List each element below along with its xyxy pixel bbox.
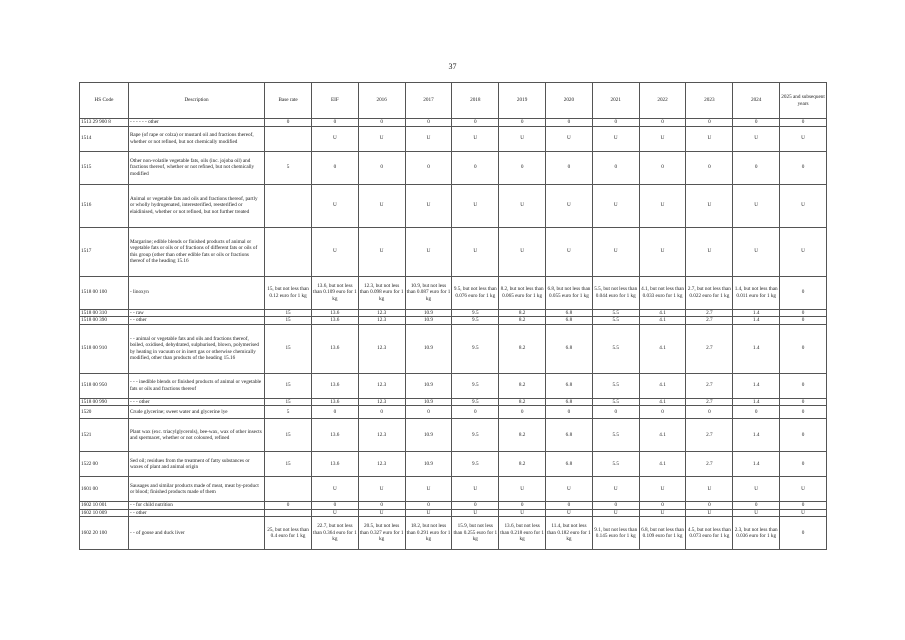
rate-cell: U	[405, 477, 452, 502]
description-cell: - - - other	[128, 398, 264, 406]
rate-cell: 9.5	[452, 452, 499, 477]
rate-cell: 2.7	[686, 324, 733, 373]
table-row	[80, 502, 827, 510]
hs-code-cell: 1601 00	[80, 477, 129, 502]
rate-cell: 0	[686, 151, 733, 184]
rate-cell: U	[686, 227, 733, 276]
rate-cell: 4.5, but not less than 0.073 euro for 1 kg	[686, 517, 733, 550]
rate-cell: U	[452, 184, 499, 227]
rate-cell: U	[733, 184, 780, 227]
rate-cell: 0	[780, 373, 827, 398]
rate-cell: 15.9, but not less than 0.255 euro for 1 kg	[452, 517, 499, 550]
rate-cell: 8.2	[499, 324, 546, 373]
hs-code-cell: 1602 20 100	[80, 517, 129, 550]
hs-code-cell: 1517	[80, 227, 129, 276]
table-row	[80, 309, 827, 317]
rate-cell: U	[311, 126, 358, 151]
hs-code-cell: 1513 29 900 8	[80, 119, 129, 127]
rate-cell: U	[686, 477, 733, 502]
rate-cell: U	[686, 126, 733, 151]
rate-cell: 6.8	[546, 452, 593, 477]
rate-cell: 10.9	[405, 317, 452, 325]
rate-cell: 0	[405, 502, 452, 510]
rate-cell: U	[358, 477, 405, 502]
rate-cell: 12.3, but not less than 0.098 euro for 1 kg	[358, 276, 405, 309]
rate-cell: 9.5	[452, 373, 499, 398]
rate-cell: 4.1	[639, 317, 686, 325]
rate-cell: 9.5, but not less than 0.076 euro for 1 kg	[452, 276, 499, 309]
table-row	[80, 324, 827, 373]
rate-cell: 2.3, but not less than 0.036 euro for 1 kg	[733, 517, 780, 550]
rate-cell: 0	[780, 517, 827, 550]
rate-cell: U	[499, 126, 546, 151]
rate-cell: 0	[452, 406, 499, 419]
rate-cell: 1.4	[733, 452, 780, 477]
rate-cell: 5.5	[592, 309, 639, 317]
rate-cell: U	[592, 126, 639, 151]
rate-cell: 0	[780, 119, 827, 127]
rate-cell: 2.7	[686, 309, 733, 317]
rate-cell: U	[358, 227, 405, 276]
rate-cell: 9.1, but not less than 0.145 euro for 1 kg	[592, 517, 639, 550]
rate-cell	[265, 227, 312, 276]
rate-cell: 1.4	[733, 317, 780, 325]
table-header-row	[80, 83, 827, 119]
rate-cell: 9.5	[452, 317, 499, 325]
rate-cell: 5.5	[592, 373, 639, 398]
table-row	[80, 406, 827, 419]
rate-cell: U	[592, 509, 639, 517]
description-cell: - - for child nutrition	[128, 502, 264, 510]
rate-cell: 9.5	[452, 419, 499, 452]
description-cell: Other non-volatile vegetable fats, oils (inc. jojoba oil) and fractions thereof, whether or not refined, but not chemically modified	[128, 151, 264, 184]
hs-code-cell: 1518 00 310	[80, 309, 129, 317]
rate-cell: 9.5	[452, 309, 499, 317]
rate-cell: U	[546, 477, 593, 502]
rate-cell: 5.5, but not less than 0.044 euro for 1 kg	[592, 276, 639, 309]
description-cell: Sausages and similar products made of meat, meat by-product or blood; finished products made of them	[128, 477, 264, 502]
hs-code-cell: 1518 00 390	[80, 317, 129, 325]
header-2017: 2017	[405, 83, 452, 119]
rate-cell: 6.8	[546, 324, 593, 373]
rate-cell	[265, 184, 312, 227]
rate-cell: 8.2, but not less than 0.065 euro for 1 kg	[499, 276, 546, 309]
rate-cell: 0	[780, 502, 827, 510]
rate-cell: 0	[733, 406, 780, 419]
rate-cell: 12.3	[358, 309, 405, 317]
rate-cell: 0	[499, 502, 546, 510]
rate-cell: U	[452, 477, 499, 502]
rate-cell: 10.9, but not less than 0.087 euro for 1 kg	[405, 276, 452, 309]
rate-cell: 5.5	[592, 317, 639, 325]
table-body	[80, 119, 827, 550]
rate-cell: 20.5, but not less than 0.327 euro for 1 kg	[358, 517, 405, 550]
rate-cell: 0	[405, 406, 452, 419]
rate-cell: 12.3	[358, 373, 405, 398]
rate-cell: 5	[265, 406, 312, 419]
table-row	[80, 151, 827, 184]
rate-cell: 13.6	[311, 317, 358, 325]
rate-cell: 0	[311, 406, 358, 419]
rate-cell: 15, but not less than 0.12 euro for 1 kg	[265, 276, 312, 309]
description-cell: - - - - - - other	[128, 119, 264, 127]
description-cell: Animal or vegetable fats and oils and fractions thereof, partly or wholly hydrogenated, interesterified, reesterified or elaidinised, whether or not refined, but not further treated	[128, 184, 264, 227]
rate-cell: 0	[639, 406, 686, 419]
rate-cell: U	[546, 227, 593, 276]
rate-cell: U	[546, 126, 593, 151]
rate-cell	[265, 126, 312, 151]
rate-cell: 0	[780, 317, 827, 325]
rate-cell: 13.6	[311, 373, 358, 398]
rate-cell: 0	[452, 151, 499, 184]
hs-code-cell: 1516	[80, 184, 129, 227]
rate-cell: U	[405, 184, 452, 227]
rate-cell: U	[452, 509, 499, 517]
rate-cell: 0	[592, 502, 639, 510]
rate-cell: 13.6	[311, 398, 358, 406]
rate-cell: 4.1	[639, 324, 686, 373]
rate-cell: U	[499, 477, 546, 502]
rate-cell: 0	[311, 502, 358, 510]
rate-cell: 15	[265, 452, 312, 477]
rate-cell: U	[733, 126, 780, 151]
rate-cell: 0	[780, 151, 827, 184]
rate-cell: U	[592, 227, 639, 276]
rate-cell: 15	[265, 398, 312, 406]
table-row	[80, 276, 827, 309]
hs-code-cell: 1522 00	[80, 452, 129, 477]
rate-cell: 0	[499, 119, 546, 127]
rate-cell: U	[686, 184, 733, 227]
rate-cell: 0	[499, 406, 546, 419]
rate-cell: 8.2	[499, 373, 546, 398]
rate-cell: 9.5	[452, 398, 499, 406]
rate-cell: 13.6	[311, 419, 358, 452]
rate-cell: 0	[405, 119, 452, 127]
rate-cell: 0	[452, 119, 499, 127]
rate-cell: 10.9	[405, 398, 452, 406]
rate-cell: U	[405, 227, 452, 276]
table-row	[80, 509, 827, 517]
rate-cell: 0	[592, 151, 639, 184]
rate-cell: 12.3	[358, 317, 405, 325]
hs-code-cell: 1521	[80, 419, 129, 452]
rate-cell: 4.1	[639, 452, 686, 477]
rate-cell: 1.4	[733, 309, 780, 317]
header-description: Description	[128, 83, 264, 119]
rate-cell: U	[592, 184, 639, 227]
rate-cell: 10.9	[405, 419, 452, 452]
rate-cell: U	[311, 227, 358, 276]
rate-cell: 0	[358, 119, 405, 127]
rate-cell: 1.4, but not less than 0.011 euro for 1 kg	[733, 276, 780, 309]
table-row	[80, 419, 827, 452]
description-cell: Margarine; edible blends or finished products of animal or vegetable fats or oils or of fractions of different fats or oils of this group (other than other edible fats or oils or fractions thereof of the heading 15.16	[128, 227, 264, 276]
rate-cell: 2.7	[686, 419, 733, 452]
table-row	[80, 126, 827, 151]
rate-cell: U	[405, 509, 452, 517]
rate-cell: 4.1	[639, 309, 686, 317]
description-cell: - - of goose and duck liver	[128, 517, 264, 550]
rate-cell: 0	[358, 151, 405, 184]
header-2021: 2021	[592, 83, 639, 119]
rate-cell: 12.3	[358, 324, 405, 373]
rate-cell: U	[452, 126, 499, 151]
rate-cell: 0	[733, 119, 780, 127]
rate-cell: U	[733, 477, 780, 502]
rate-cell: 10.9	[405, 452, 452, 477]
rate-cell: 11.4, but not less than 0.182 euro for 1 kg	[546, 517, 593, 550]
rate-cell: U	[780, 509, 827, 517]
rate-cell: 13.6	[311, 324, 358, 373]
rate-cell	[265, 509, 312, 517]
rate-cell	[265, 477, 312, 502]
rate-cell: 0	[592, 406, 639, 419]
header-2024: 2024	[733, 83, 780, 119]
hs-code-cell: 1514	[80, 126, 129, 151]
rate-cell: 0	[358, 502, 405, 510]
hs-code-cell: 1602 10 009	[80, 509, 129, 517]
rate-cell: U	[405, 126, 452, 151]
rate-cell: 6.8	[546, 398, 593, 406]
header-hs-code: HS Code	[80, 83, 129, 119]
rate-cell: U	[639, 126, 686, 151]
description-cell: - - - inedible blends or finished products of animal or vegetable fats or oils and fractions thereof	[128, 373, 264, 398]
rate-cell: U	[311, 184, 358, 227]
rate-cell: U	[499, 184, 546, 227]
hs-code-cell: 1602 10 001	[80, 502, 129, 510]
rate-cell: 0	[780, 309, 827, 317]
rate-cell: 2.7	[686, 398, 733, 406]
table-row	[80, 373, 827, 398]
rate-cell: 13.6	[311, 309, 358, 317]
rate-cell: 15	[265, 309, 312, 317]
rate-cell: 10.9	[405, 309, 452, 317]
rate-cell: U	[452, 227, 499, 276]
rate-cell: U	[639, 509, 686, 517]
rate-cell: 2.7	[686, 373, 733, 398]
rate-cell: 6.8, but not less than 0.109 euro for 1 kg	[639, 517, 686, 550]
table-row	[80, 477, 827, 502]
rate-cell: 6.8	[546, 309, 593, 317]
table-row	[80, 184, 827, 227]
header-eif: EIF	[311, 83, 358, 119]
rate-cell: 1.4	[733, 324, 780, 373]
rate-cell: 0	[546, 502, 593, 510]
description-cell: Rape (of rape or colza) or mustard oil and fractions thereof, whether or not refined, but not chemically modified	[128, 126, 264, 151]
rate-cell: 13.6, but not less than 0.109 euro for 1 kg	[311, 276, 358, 309]
rate-cell: 0	[452, 502, 499, 510]
description-cell: - linoxyn	[128, 276, 264, 309]
rate-cell: 0	[780, 398, 827, 406]
rate-cell: 0	[780, 419, 827, 452]
hs-code-cell: 1518 00 950	[80, 373, 129, 398]
rate-cell: 0	[639, 119, 686, 127]
description-cell: - - animal or vegetable fats and oils and fractions thereof, boiled, oxidised, dehydrated, sulphurised, blown, polymerised by heating in vacuum or in inert gas or otherwise chemically modified, other than products of the heading 15.16	[128, 324, 264, 373]
rate-cell: 9.5	[452, 324, 499, 373]
rate-cell: 8.2	[499, 452, 546, 477]
rate-cell: U	[546, 509, 593, 517]
rate-cell: 0	[592, 119, 639, 127]
rate-cell: U	[592, 477, 639, 502]
rate-cell: 2.7, but not less than 0.022 euro for 1 kg	[686, 276, 733, 309]
rate-cell: 0	[311, 119, 358, 127]
rate-cell: U	[686, 509, 733, 517]
rate-cell: 4.1	[639, 419, 686, 452]
rate-cell: 0	[546, 406, 593, 419]
header-2025-and-subsequent: 2025 and subsequent years	[780, 83, 827, 119]
rate-cell: U	[780, 184, 827, 227]
hs-code-cell: 1518 00 990	[80, 398, 129, 406]
hs-code-cell: 1515	[80, 151, 129, 184]
rate-cell: 0	[639, 151, 686, 184]
rate-cell: 0	[311, 151, 358, 184]
table-row	[80, 398, 827, 406]
table-row	[80, 227, 827, 276]
rate-cell: 0	[686, 502, 733, 510]
rate-cell: U	[499, 509, 546, 517]
rate-cell: 10.9	[405, 373, 452, 398]
rate-cell: 5.5	[592, 324, 639, 373]
rate-cell: 6.8	[546, 317, 593, 325]
rate-cell: 1.4	[733, 398, 780, 406]
page-number: 37	[448, 62, 457, 71]
rate-cell: U	[780, 227, 827, 276]
rate-cell: 1.4	[733, 419, 780, 452]
rate-cell: U	[358, 509, 405, 517]
hs-code-cell: 1518 00 100	[80, 276, 129, 309]
description-cell: Sed oil; residues from the treatment of fatty substances or waxes of plant and animal origin	[128, 452, 264, 477]
rate-cell: 8.2	[499, 309, 546, 317]
rate-cell: 0	[358, 406, 405, 419]
rate-cell: 4.1	[639, 373, 686, 398]
rate-cell: 0	[780, 452, 827, 477]
table-row	[80, 517, 827, 550]
header-2020: 2020	[546, 83, 593, 119]
rate-cell: 0	[686, 119, 733, 127]
rate-cell: 4.1	[639, 398, 686, 406]
rate-cell: 10.9	[405, 324, 452, 373]
rate-cell: U	[733, 509, 780, 517]
rate-cell: 0	[733, 151, 780, 184]
description-cell: Plant wax (exc. triacylglycerols), bee-wax, wax of other insects and spermacet, whether or not coloured, refined	[128, 419, 264, 452]
tariff-schedule-table	[79, 82, 827, 550]
rate-cell: 13.6	[311, 452, 358, 477]
header-2019: 2019	[499, 83, 546, 119]
rate-cell: U	[639, 477, 686, 502]
rate-cell: 0	[265, 502, 312, 510]
rate-cell: 6.8	[546, 373, 593, 398]
rate-cell: 0	[686, 406, 733, 419]
rate-cell: 8.2	[499, 419, 546, 452]
hs-code-cell: 1520	[80, 406, 129, 419]
rate-cell: U	[311, 477, 358, 502]
rate-cell: 0	[780, 276, 827, 309]
table-row	[80, 119, 827, 127]
rate-cell: 15	[265, 373, 312, 398]
description-cell: Crude glycerine; sweet water and glycerine lye	[128, 406, 264, 419]
rate-cell: 6.8	[546, 419, 593, 452]
rate-cell: U	[733, 227, 780, 276]
header-base-rate: Base rate	[265, 83, 312, 119]
rate-cell: 8.2	[499, 398, 546, 406]
rate-cell: 15	[265, 317, 312, 325]
rate-cell: U	[358, 126, 405, 151]
rate-cell: 8.2	[499, 317, 546, 325]
header-2022: 2022	[639, 83, 686, 119]
rate-cell: U	[358, 184, 405, 227]
description-cell: - - other	[128, 317, 264, 325]
rate-cell: 25, but not less than 0.4 euro for 1 kg	[265, 517, 312, 550]
rate-cell: 0	[546, 119, 593, 127]
table-row	[80, 317, 827, 325]
rate-cell: 0	[780, 406, 827, 419]
rate-cell: 15	[265, 324, 312, 373]
rate-cell: U	[639, 227, 686, 276]
rate-cell: 0	[546, 151, 593, 184]
rate-cell: 12.3	[358, 419, 405, 452]
header-2018: 2018	[452, 83, 499, 119]
rate-cell: 2.7	[686, 452, 733, 477]
rate-cell: U	[639, 184, 686, 227]
rate-cell: 12.3	[358, 452, 405, 477]
rate-cell: 22.7, but not less than 0.364 euro for 1 kg	[311, 517, 358, 550]
hs-code-cell: 1518 00 910	[80, 324, 129, 373]
rate-cell: 5	[265, 151, 312, 184]
rate-cell: 0	[733, 502, 780, 510]
rate-cell: 0	[639, 502, 686, 510]
rate-cell: 1.4	[733, 373, 780, 398]
rate-cell: U	[499, 227, 546, 276]
header-2023: 2023	[686, 83, 733, 119]
rate-cell: 13.6, but not less than 0.218 euro for 1 kg	[499, 517, 546, 550]
rate-cell: 5.5	[592, 398, 639, 406]
rate-cell: 12.3	[358, 398, 405, 406]
description-cell: - - raw	[128, 309, 264, 317]
rate-cell: U	[546, 184, 593, 227]
rate-cell: 5.5	[592, 419, 639, 452]
rate-cell: U	[780, 477, 827, 502]
header-2016: 2016	[358, 83, 405, 119]
rate-cell: 0	[265, 119, 312, 127]
rate-cell: 6.8, but not less than 0.055 euro for 1 kg	[546, 276, 593, 309]
rate-cell: 0	[499, 151, 546, 184]
rate-cell: 4.1, but not less than 0.033 euro for 1 kg	[639, 276, 686, 309]
rate-cell: 18.2, but not less than 0.291 euro for 1 kg	[405, 517, 452, 550]
table-row	[80, 452, 827, 477]
rate-cell: 5.5	[592, 452, 639, 477]
rate-cell: U	[780, 126, 827, 151]
rate-cell: 2.7	[686, 317, 733, 325]
rate-cell: 0	[405, 151, 452, 184]
rate-cell: U	[311, 509, 358, 517]
rate-cell: 0	[780, 324, 827, 373]
rate-cell: 15	[265, 419, 312, 452]
description-cell: - - other	[128, 509, 264, 517]
